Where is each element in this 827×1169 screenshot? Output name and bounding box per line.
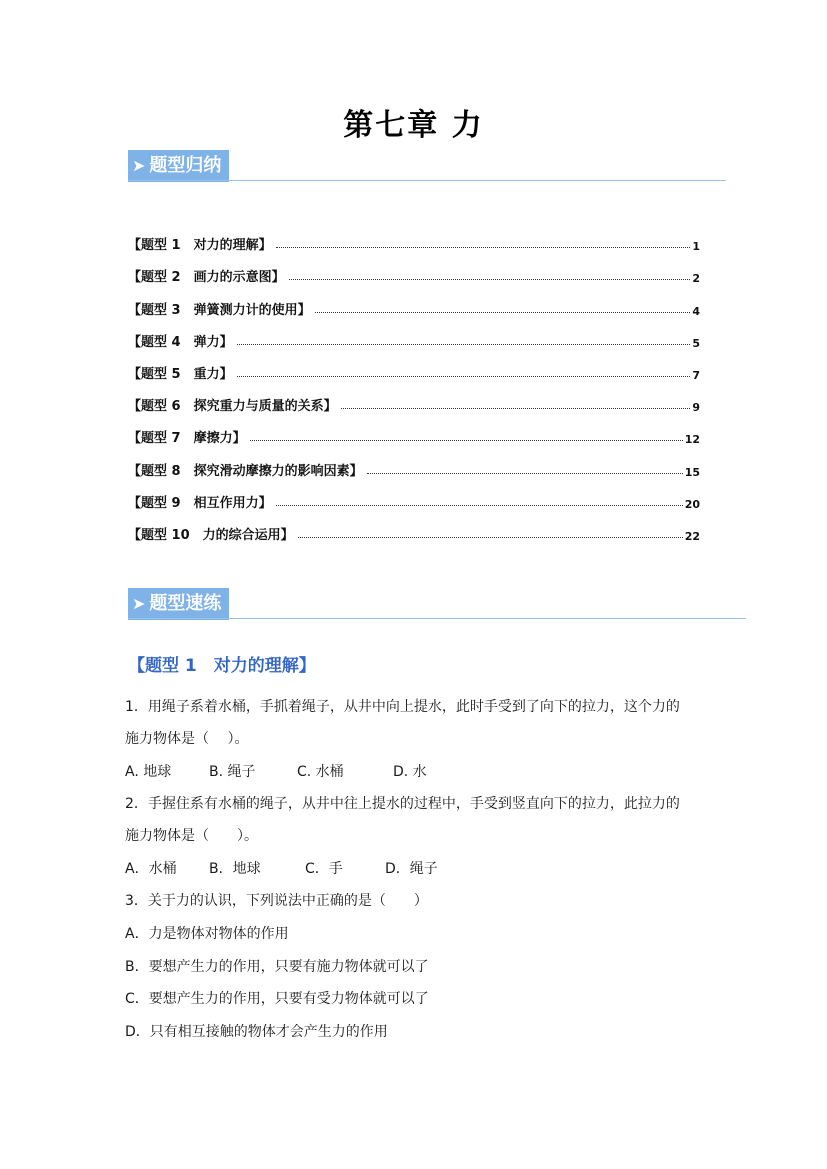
option-a[interactable]: A. 地球 bbox=[125, 764, 172, 780]
option-d[interactable]: D. 水 bbox=[393, 764, 427, 780]
question-2-line1: 2．手握住系有水桶的绳子，从井中往上提水的过程中，手受到竖直向下的拉力，此拉力的 bbox=[125, 796, 680, 812]
question-3-line1: 3．关于力的认识，下列说法中正确的是（ ） bbox=[125, 893, 428, 909]
question-1-options bbox=[125, 761, 715, 781]
section-header-practice bbox=[128, 588, 746, 620]
toc-item[interactable]: 【题型 3 弹簧测力计的使用】 4 bbox=[128, 302, 700, 318]
toc-item[interactable]: 【题型 2 画力的示意图】 2 bbox=[128, 270, 700, 286]
question-3-option-d[interactable]: D．只有相互接触的物体才会产生力的作用 bbox=[125, 1024, 388, 1040]
section-label: 题型速练 bbox=[149, 593, 222, 614]
toc-item[interactable]: 【题型 8 探究滑动摩擦力的影响因素】 15 bbox=[128, 463, 700, 479]
section-label: 题型归纳 bbox=[149, 155, 222, 176]
toc-item[interactable]: 【题型 7 摩擦力】 12 bbox=[128, 431, 700, 447]
toc-item[interactable]: 【题型 10 力的综合运用】 22 bbox=[128, 527, 700, 543]
question-3-option-a[interactable]: A．力是物体对物体的作用 bbox=[125, 926, 289, 942]
question-3-option-b[interactable]: B．要想产生力的作用，只要有施力物体就可以了 bbox=[125, 959, 429, 975]
section-rule bbox=[128, 180, 726, 181]
section-header-summary bbox=[128, 150, 726, 182]
option-b[interactable]: B．地球 bbox=[209, 861, 261, 877]
option-a[interactable]: A．水桶 bbox=[125, 861, 177, 877]
toc-item[interactable]: 【题型 9 相互作用力】 20 bbox=[128, 495, 700, 511]
question-1-line2: 施力物体是（ ）。 bbox=[125, 731, 249, 747]
option-c[interactable]: C. 水桶 bbox=[297, 764, 344, 780]
arrow-right-icon: ➤ bbox=[132, 156, 146, 175]
section-tag bbox=[128, 588, 229, 620]
section-rule bbox=[128, 618, 746, 619]
question-1-line1: 1．用绳子系着水桶，手抓着绳子，从井中向上提水，此时手受到了向下的拉力，这个力的 bbox=[125, 699, 680, 715]
arrow-right-icon: ➤ bbox=[132, 594, 146, 613]
question-3-option-c[interactable]: C．要想产生力的作用，只要有受力物体就可以了 bbox=[125, 991, 429, 1007]
toc-item[interactable]: 【题型 5 重力】 7 bbox=[128, 366, 700, 382]
toc-item[interactable]: 【题型 4 弹力】 5 bbox=[128, 334, 700, 350]
option-b[interactable]: B. 绳子 bbox=[209, 764, 256, 780]
toc-item[interactable]: 【题型 1 对力的理解】 1 bbox=[128, 238, 700, 254]
option-c[interactable]: C．手 bbox=[305, 861, 343, 877]
toc-item[interactable]: 【题型 6 探究重力与质量的关系】 9 bbox=[128, 399, 700, 415]
topic-heading: 【题型 1 对力的理解】 bbox=[128, 656, 316, 676]
page-title: 第七章 力 bbox=[343, 108, 484, 143]
option-d[interactable]: D．绳子 bbox=[385, 861, 438, 877]
section-tag bbox=[128, 150, 229, 182]
question-2-line2: 施力物体是（ ）。 bbox=[125, 828, 258, 844]
table-of-contents bbox=[128, 221, 700, 543]
question-2-options bbox=[125, 858, 715, 878]
